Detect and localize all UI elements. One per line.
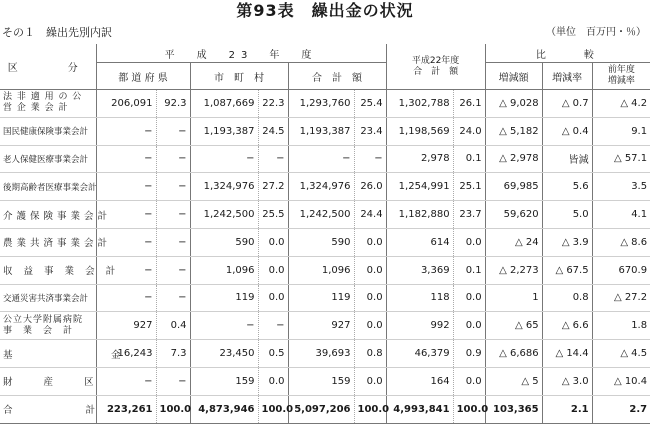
row-label: 収 益 事 業 会 計 <box>0 256 96 284</box>
header-prev-change-rate-line1: 前年度 <box>607 65 635 75</box>
total-share-cell: 23.4 <box>354 117 386 145</box>
prev-change-rate-cell: △ 57.1 <box>592 145 650 173</box>
row-label: 後期高齢者医療事業会計 <box>0 173 96 201</box>
prefecture-share-cell: − <box>156 228 190 256</box>
prev-total-amount-cell: 992 <box>386 312 453 340</box>
prev-total-share-cell: 25.1 <box>453 173 485 201</box>
municipality-amount-cell: 1,096 <box>190 256 258 284</box>
municipality-amount-cell: 1,242,500 <box>190 201 258 229</box>
prefecture-share-cell: 0.4 <box>156 312 190 340</box>
prev-change-rate-cell: 670.9 <box>592 256 650 284</box>
change-amount-cell: △ 5,182 <box>485 117 542 145</box>
prev-total-share-cell: 26.1 <box>453 90 485 118</box>
municipality-amount-cell: 23,450 <box>190 340 258 368</box>
header-fy23: 平 成 23 年 度 <box>96 44 386 63</box>
municipality-amount-cell: 4,873,946 <box>190 395 258 423</box>
municipality-share-cell: 0.0 <box>258 256 288 284</box>
change-amount-cell: 69,985 <box>485 173 542 201</box>
municipality-amount-cell: − <box>190 145 258 173</box>
prev-change-rate-cell: △ 4.2 <box>592 90 650 118</box>
row-label: 法 非 適 用 の 公 営 企 業 会 計 <box>0 90 96 118</box>
row-label: 合 計 <box>0 395 96 423</box>
prev-change-rate-cell: △ 8.6 <box>592 228 650 256</box>
prev-total-amount-cell: 1,302,788 <box>386 90 453 118</box>
prefecture-share-cell: − <box>156 284 190 312</box>
header-prev-change-rate <box>592 63 650 90</box>
prefecture-share-cell: − <box>156 256 190 284</box>
municipality-share-cell: 100.0 <box>258 395 288 423</box>
municipality-share-cell: 0.0 <box>258 367 288 395</box>
municipality-share-cell: 22.3 <box>258 90 288 118</box>
prev-total-amount-cell: 164 <box>386 367 453 395</box>
total-amount-cell: 1,242,500 <box>288 201 354 229</box>
page-title: 第93表 繰出金の状況 <box>236 1 414 20</box>
header-total: 合 計 額 <box>288 63 386 90</box>
total-amount-cell: 1,096 <box>288 256 354 284</box>
prev-total-amount-cell: 2,978 <box>386 145 453 173</box>
change-amount-cell: △ 5 <box>485 367 542 395</box>
change-amount-cell: △ 24 <box>485 228 542 256</box>
prev-total-amount-cell: 46,379 <box>386 340 453 368</box>
change-amount-cell: △ 9,028 <box>485 90 542 118</box>
table-row <box>0 284 650 312</box>
change-amount-cell: △ 2,978 <box>485 145 542 173</box>
municipality-share-cell: 27.2 <box>258 173 288 201</box>
prev-total-share-cell: 0.9 <box>453 340 485 368</box>
change-rate-cell: △ 0.4 <box>542 117 592 145</box>
total-share-cell: 100.0 <box>354 395 386 423</box>
unit-note: （単位 百万円・％） <box>546 27 646 38</box>
municipality-share-cell: 0.0 <box>258 228 288 256</box>
total-amount-cell: 5,097,206 <box>288 395 354 423</box>
municipality-amount-cell: 590 <box>190 228 258 256</box>
total-amount-cell: 39,693 <box>288 340 354 368</box>
prefecture-amount-cell: − <box>96 201 156 229</box>
total-amount-cell: 1,293,760 <box>288 90 354 118</box>
header-fy22-line2: 合 計 額 <box>413 66 459 77</box>
header-municipalities: 市 町 村 <box>190 63 288 90</box>
table-row <box>0 90 650 118</box>
municipality-amount-cell: 119 <box>190 284 258 312</box>
table-row <box>0 173 650 201</box>
municipality-amount-cell: 1,087,669 <box>190 90 258 118</box>
change-amount-cell: 1 <box>485 284 542 312</box>
prev-total-amount-cell: 1,182,880 <box>386 201 453 229</box>
change-rate-cell: 0.8 <box>542 284 592 312</box>
prev-total-share-cell: 0.1 <box>453 145 485 173</box>
table-row <box>0 228 650 256</box>
row-label: 公立大学附属病院 事 業 会 計 <box>0 312 96 340</box>
prefecture-share-cell: 7.3 <box>156 340 190 368</box>
prefecture-amount-cell: − <box>96 367 156 395</box>
prev-change-rate-cell: 4.1 <box>592 201 650 229</box>
municipality-share-cell: 25.5 <box>258 201 288 229</box>
change-amount-cell: △ 2,273 <box>485 256 542 284</box>
table-row <box>0 367 650 395</box>
municipality-share-cell: 0.5 <box>258 340 288 368</box>
change-amount-cell: △ 65 <box>485 312 542 340</box>
prefecture-share-cell: − <box>156 367 190 395</box>
header-fy22-line1: 平成22年度 <box>411 55 460 66</box>
municipality-share-cell: 0.0 <box>258 284 288 312</box>
prev-total-share-cell: 24.0 <box>453 117 485 145</box>
prefecture-share-cell: 100.0 <box>156 395 190 423</box>
row-label: 国民健康保険事業会計 <box>0 117 96 145</box>
prefecture-amount-cell: 223,261 <box>96 395 156 423</box>
prefecture-amount-cell: − <box>96 228 156 256</box>
row-label: 農業共済事業会計 <box>0 228 96 256</box>
row-label: 介護保険事業会計 <box>0 201 96 229</box>
total-share-cell: 0.8 <box>354 340 386 368</box>
total-share-cell: 25.4 <box>354 90 386 118</box>
total-share-cell: − <box>354 145 386 173</box>
municipality-amount-cell: 159 <box>190 367 258 395</box>
change-rate-cell: △ 3.0 <box>542 367 592 395</box>
change-rate-cell: 皆減 <box>542 145 592 173</box>
change-rate-cell: 5.6 <box>542 173 592 201</box>
table-body <box>0 90 650 424</box>
change-rate-cell: 5.0 <box>542 201 592 229</box>
prev-change-rate-cell: 3.5 <box>592 173 650 201</box>
prefecture-amount-cell: − <box>96 256 156 284</box>
header-change-amount: 増減額 <box>485 63 542 90</box>
total-amount-cell: 590 <box>288 228 354 256</box>
header-prev-change-rate-line2: 増減率 <box>607 76 635 86</box>
total-amount-cell: 1,324,976 <box>288 173 354 201</box>
prefecture-share-cell: − <box>156 117 190 145</box>
change-rate-cell: △ 67.5 <box>542 256 592 284</box>
total-share-cell: 0.0 <box>354 256 386 284</box>
change-amount-cell: △ 6,686 <box>485 340 542 368</box>
municipality-share-cell: − <box>258 145 288 173</box>
prev-change-rate-cell: △ 4.5 <box>592 340 650 368</box>
total-share-cell: 0.0 <box>354 312 386 340</box>
table-row <box>0 145 650 173</box>
prev-total-amount-cell: 3,369 <box>386 256 453 284</box>
row-label: 交通災害共済事業会計 <box>0 284 96 312</box>
prefecture-amount-cell: 206,091 <box>96 90 156 118</box>
prefecture-amount-cell: − <box>96 117 156 145</box>
total-amount-cell: 159 <box>288 367 354 395</box>
prefecture-share-cell: − <box>156 145 190 173</box>
prefecture-share-cell: − <box>156 173 190 201</box>
prefecture-amount-cell: − <box>96 145 156 173</box>
table-row <box>0 340 650 368</box>
municipality-amount-cell: 1,193,387 <box>190 117 258 145</box>
total-share-cell: 0.0 <box>354 284 386 312</box>
prev-total-amount-cell: 1,254,991 <box>386 173 453 201</box>
municipality-amount-cell: 1,324,976 <box>190 173 258 201</box>
total-amount-cell: − <box>288 145 354 173</box>
municipality-share-cell: − <box>258 312 288 340</box>
change-rate-cell: 2.1 <box>542 395 592 423</box>
change-rate-cell: △ 0.7 <box>542 90 592 118</box>
total-share-cell: 0.0 <box>354 367 386 395</box>
municipality-amount-cell: − <box>190 312 258 340</box>
prev-total-share-cell: 0.1 <box>453 256 485 284</box>
total-share-cell: 0.0 <box>354 228 386 256</box>
prev-change-rate-cell: △ 10.4 <box>592 367 650 395</box>
change-rate-cell: △ 6.6 <box>542 312 592 340</box>
header-comparison: 比 較 <box>485 44 650 63</box>
table-subtitle: その１ 繰出先別内訳 <box>2 26 112 39</box>
change-rate-cell: △ 3.9 <box>542 228 592 256</box>
total-amount-cell: 927 <box>288 312 354 340</box>
change-amount-cell: 59,620 <box>485 201 542 229</box>
row-label: 財 産 区 <box>0 367 96 395</box>
prefecture-amount-cell: − <box>96 173 156 201</box>
prev-total-share-cell: 0.0 <box>453 228 485 256</box>
prev-total-share-cell: 23.7 <box>453 201 485 229</box>
header-prefectures: 都 道 府 県 <box>96 63 190 90</box>
header-fy22 <box>386 44 485 90</box>
prev-total-share-cell: 0.0 <box>453 312 485 340</box>
row-label: 老人保健医療事業会計 <box>0 145 96 173</box>
prev-total-amount-cell: 614 <box>386 228 453 256</box>
header-change-rate: 増減率 <box>542 63 592 90</box>
prev-change-rate-cell: △ 27.2 <box>592 284 650 312</box>
table-row <box>0 201 650 229</box>
prev-change-rate-cell: 2.7 <box>592 395 650 423</box>
row-label: 基 金 <box>0 340 96 368</box>
table-row <box>0 256 650 284</box>
prev-change-rate-cell: 1.8 <box>592 312 650 340</box>
prev-change-rate-cell: 9.1 <box>592 117 650 145</box>
municipality-share-cell: 24.5 <box>258 117 288 145</box>
total-row <box>0 395 650 423</box>
prev-total-amount-cell: 1,198,569 <box>386 117 453 145</box>
prev-total-share-cell: 100.0 <box>453 395 485 423</box>
total-share-cell: 26.0 <box>354 173 386 201</box>
prefecture-share-cell: − <box>156 201 190 229</box>
prev-total-share-cell: 0.0 <box>453 367 485 395</box>
prev-total-amount-cell: 4,993,841 <box>386 395 453 423</box>
total-amount-cell: 119 <box>288 284 354 312</box>
header-kubun: 区 分 <box>0 44 96 90</box>
table-row <box>0 312 650 340</box>
prefecture-amount-cell: 927 <box>96 312 156 340</box>
total-amount-cell: 1,193,387 <box>288 117 354 145</box>
prefecture-amount-cell: 16,243 <box>96 340 156 368</box>
total-share-cell: 24.4 <box>354 201 386 229</box>
prev-total-amount-cell: 118 <box>386 284 453 312</box>
table-row <box>0 117 650 145</box>
outgoing-funds-table <box>0 44 650 424</box>
prefecture-share-cell: 92.3 <box>156 90 190 118</box>
prev-total-share-cell: 0.0 <box>453 284 485 312</box>
change-rate-cell: △ 14.4 <box>542 340 592 368</box>
prefecture-amount-cell: − <box>96 284 156 312</box>
change-amount-cell: 103,365 <box>485 395 542 423</box>
